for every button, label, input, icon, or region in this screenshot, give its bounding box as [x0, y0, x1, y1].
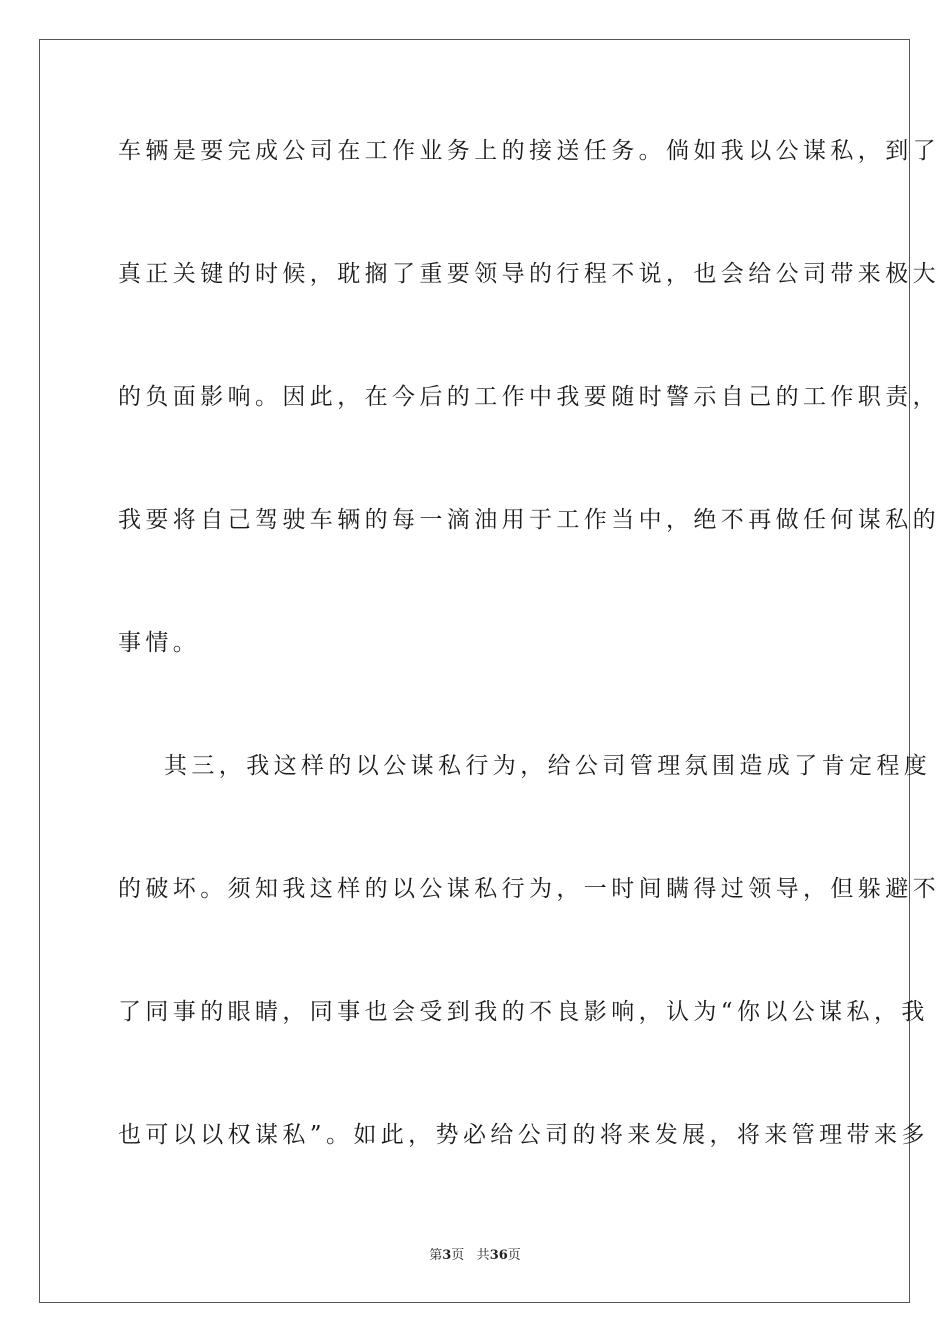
- page-number: 3: [442, 1248, 452, 1263]
- total-prefix: 共: [476, 1248, 490, 1263]
- text-line: 我要将自己驾驶车辆的每一滴油用于工作当中，绝不再做任何谋私的: [118, 507, 940, 533]
- text-line: 也可以以权谋私”。如此，势必给公司的将来发展，将来管理带来多: [118, 1122, 929, 1148]
- text-line: 事情。: [118, 630, 201, 656]
- text-line: 了同事的眼睛，同事也会受到我的不良影响，认为“你以公谋私，我: [118, 999, 929, 1025]
- page-suffix: 页: [451, 1248, 465, 1263]
- text-line: 车辆是要完成公司在工作业务上的接送任务。倘如我以公谋私，到了: [118, 138, 940, 164]
- text-line-paragraph-start: 其三，我这样的以公谋私行为，给公司管理氛围造成了肯定程度: [164, 753, 932, 779]
- text-line: 的破坏。须知我这样的以公谋私行为，一时间瞒得过领导，但躲避不: [118, 876, 940, 902]
- total-pages: 36: [489, 1248, 508, 1263]
- page-border: [39, 39, 940, 1303]
- page-prefix: 第: [429, 1248, 443, 1263]
- text-line: 真正关键的时候，耽搁了重要领导的行程不说，也会给公司带来极大: [118, 261, 940, 287]
- text-line: 的负面影响。因此，在今后的工作中我要随时警示自己的工作职责，: [118, 384, 940, 410]
- page-footer: [0, 1246, 950, 1266]
- total-suffix: 页: [507, 1248, 521, 1263]
